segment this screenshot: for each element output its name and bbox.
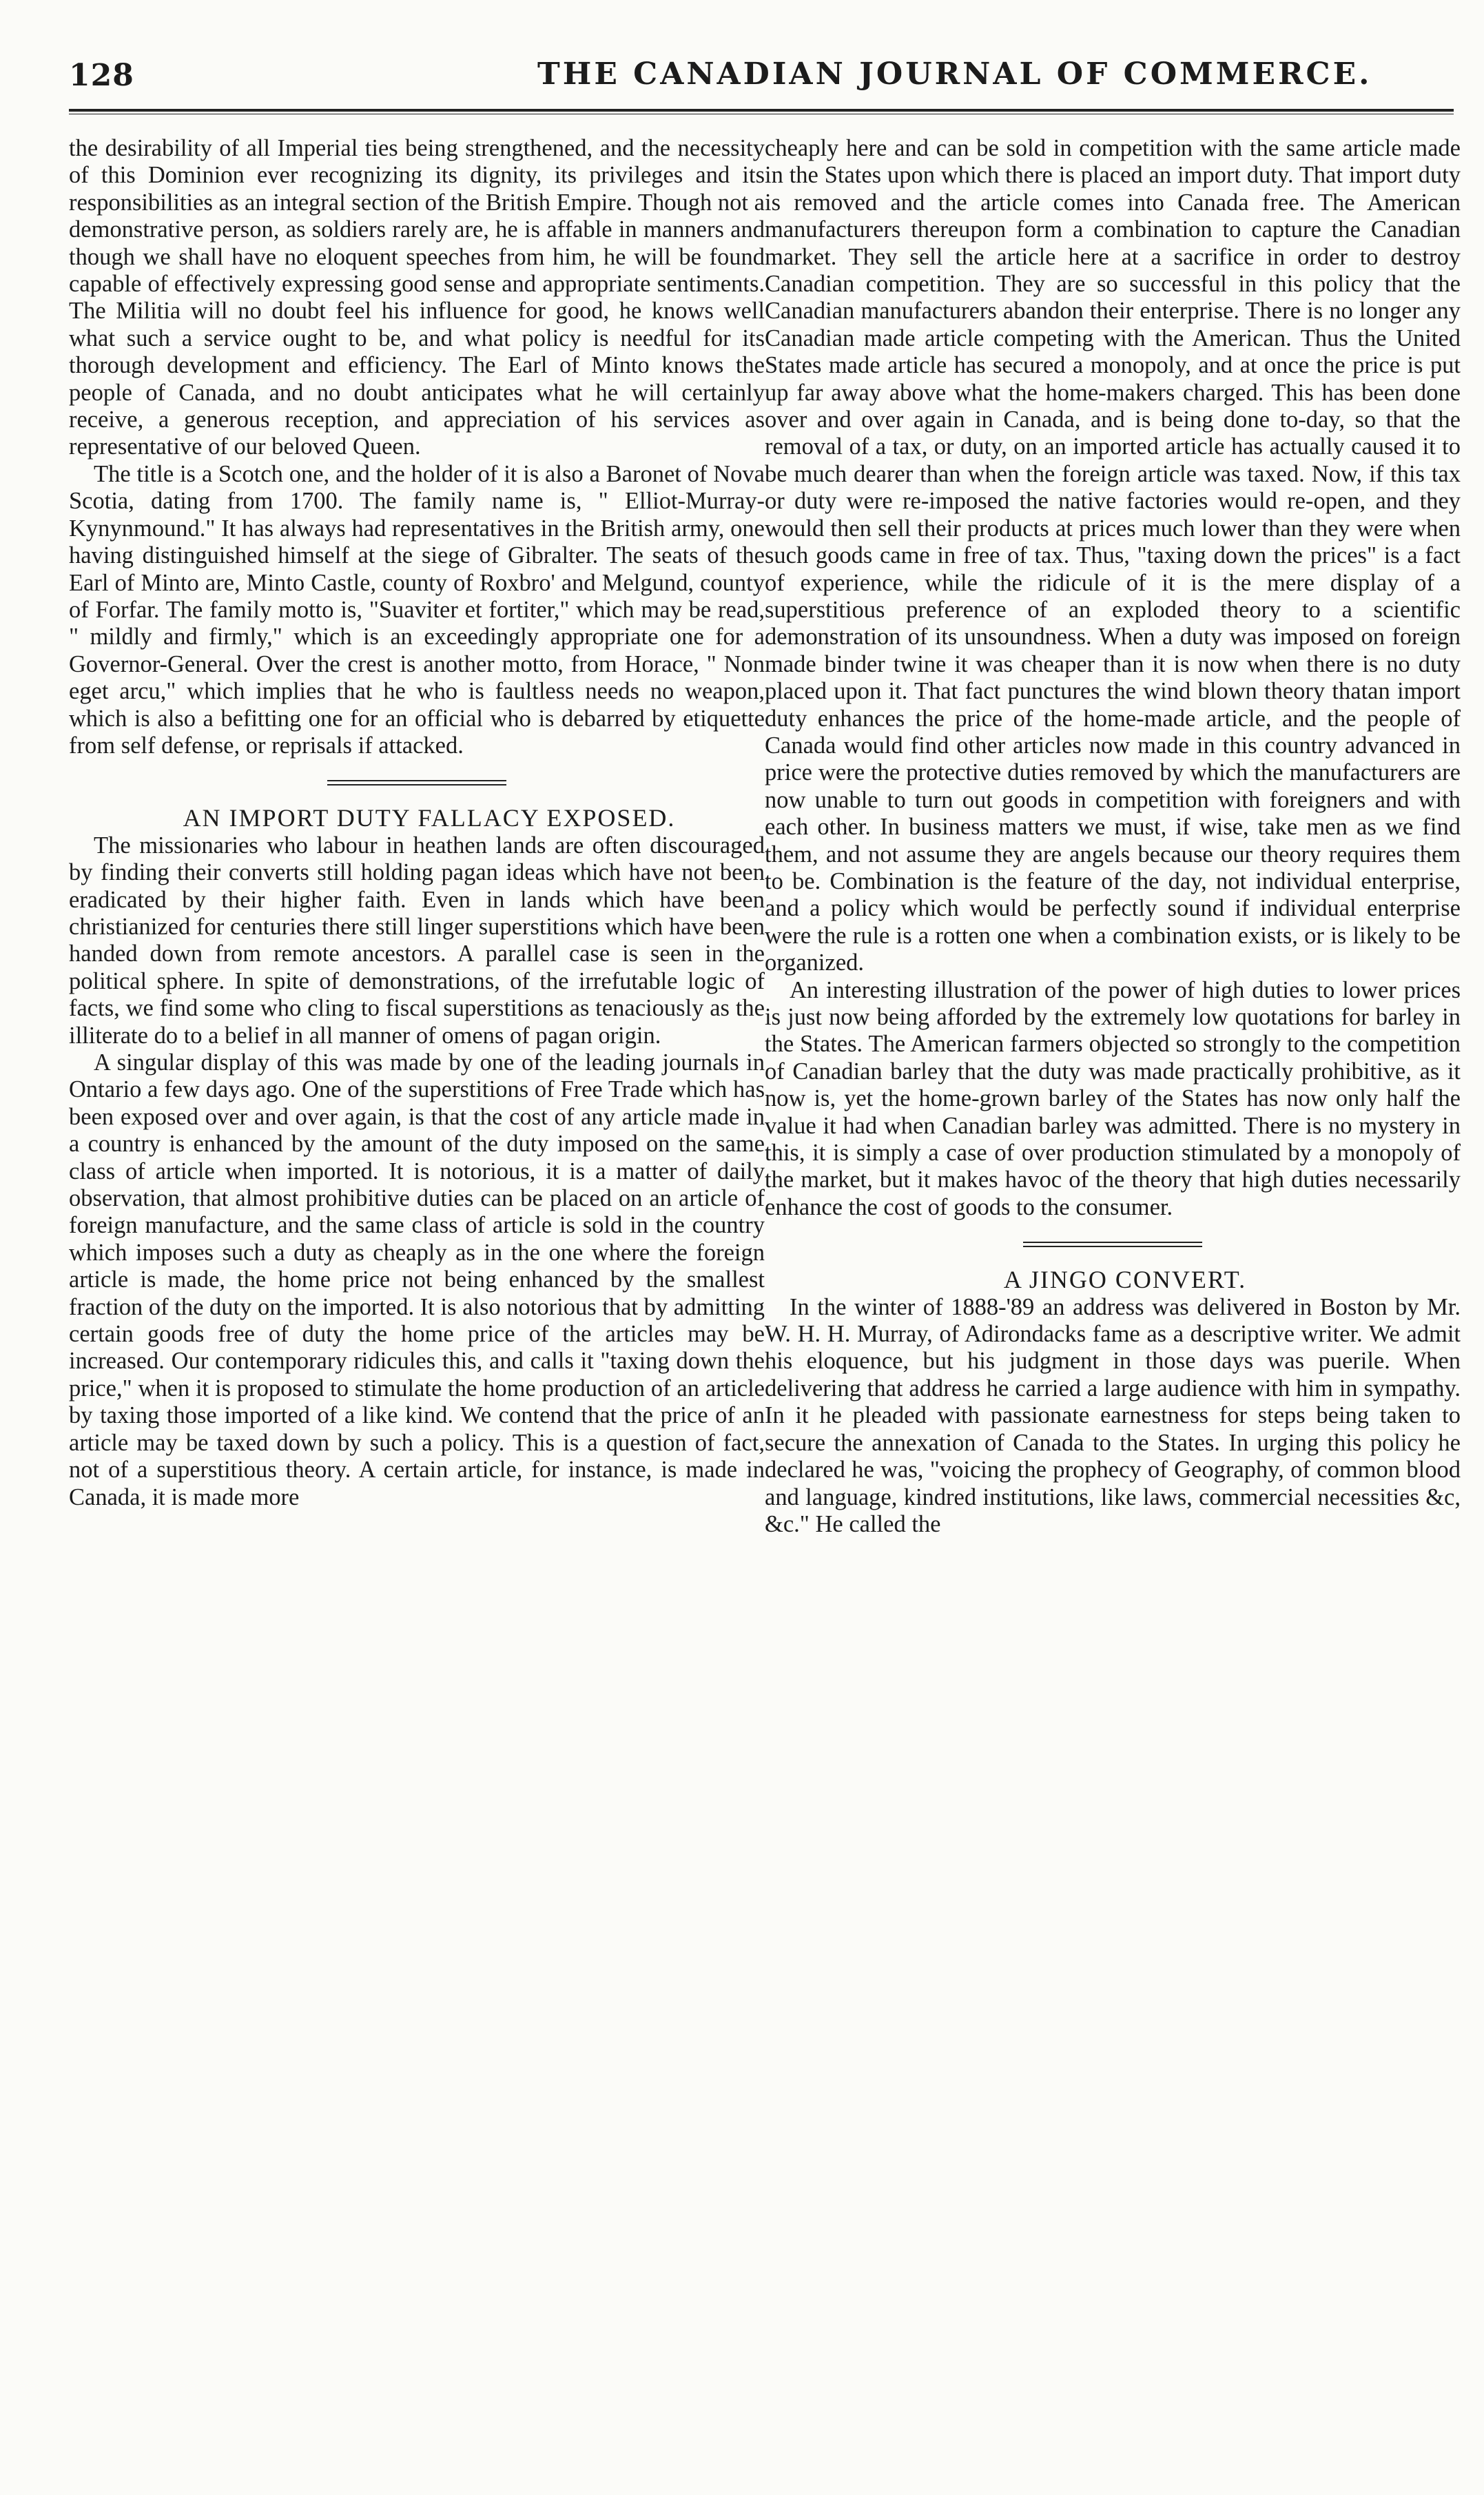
article-paragraph: The title is a Scotch one, and the holder of it is also a Baronet of Nova Scotia, dating from 1700. The family name is, " Elliot-Murray-Kynynmound." It has always had representatives in the British army, one having distinguished himself at the siege of Gibralter. The seats of the Earl of Minto are, Minto Castle, county of Roxbro' and Melgund, county of Forfar. The family motto is, "Suaviter et fortiter," which may be read, " mildly and firmly," which is an exceedingly appropriate one for a Governor-General. Over the crest is another motto, from Horace, " Non eget arcu," which implies that he who is faultless needs no weapon, which is also a befitting one for an official who is debarred by etiquette from self defense, or reprisals if attacked.	[69, 460, 765, 759]
article-paragraph: cheaply here and can be sold in competition with the same article made in the States upon which there is placed an import duty. That import duty is removed and the article comes into Canada free. The American manufacturers thereupon form a combination to capture the Canadian market. They sell the article here at a sacrifice in order to destroy Canadian competition. They are so successful in this policy that the Canadian manufacturers abandon their enterprise. There is no longer any Canadian made article competing with the American. Thus the United States made article has secured a monopoly, and at once the price is put up far away above what the home-makers charged. This has been done over and over again in Canada, and is being done to-day, so that the removal of a tax, or duty, on an imported article has actually caused it to be much dearer than when the foreign article was taxed. Now, if this tax or duty were re-imposed the native factories would re-open, and they would then sell their products at prices much lower than they were when such goods came in free of tax. Thus, "taxing down the prices" is a fact of experience, while the ridicule of it is the mere display of a superstitious preference of an exploded theory to a scientific demonstration of its unsoundness. When a duty was imposed on foreign made binder twine it was cheaper than it is now when there is no duty placed upon it. That fact punctures the wind blown theory thatan import duty enhances the price of the home-made article, and the people of Canada would find other articles now made in this country advanced in price were the protective duties removed by which the manufacturers are now unable to turn out goods in competition with foreigners and with each other. In business matters we must, if wise, take men as we find them, and not assume they are angels because our theory requires them to be. Combination is the feature of the day, not individual enterprise, and a policy which would be perfectly sound if individual enterprise were the rule is a rotten one when a combination exists, or is likely to be organized.	[765, 135, 1461, 976]
right-column	[765, 135, 1461, 2457]
section-title-jingo-convert: A JINGO CONVERT.	[1003, 1266, 1247, 1294]
page-number: 128	[69, 58, 134, 93]
article-paragraph: The missionaries who labour in heathen lands are often discouraged by finding their converts still holding pagan ideas which have not been eradicated by their higher faith. Even in lands which have been christianized for centuries there still linger superstitions which have been handed down from remote ancestors. A parallel case is seen in the political sphere. In spite of demonstrations, of the irrefutable logic of facts, we find some who cling to fiscal superstitions as tenaciously as the illiterate do to a belief in all manner of omens of pagan origin.	[69, 832, 765, 1049]
section-title-import-duty: AN IMPORT DUTY FALLACY EXPOSED.	[183, 804, 676, 832]
article-paragraph: In the winter of 1888-'89 an address was delivered in Boston by Mr. W. H. H. Murray, of Adirondacks fame as a descriptive writer. We admit his eloquence, but his judgment in those days was puerile. When delivering that address he carried a large audience with him in sympathy. In it he pleaded with passionate earnestness for steps being taken to secure the annexation of Canada to the States. In urging this policy he declared he was, "voicing the prophecy of Geography, of common blood and language, kindred institutions, like laws, commercial necessities &c, &c." He called the	[765, 1293, 1461, 1537]
article-paragraph: the desirability of all Imperial ties being strengthened, and the necessity of this Dominion ever recognizing its dignity, its privileges and its responsibilities as an integral section of the British Empire. Though not a demonstrative person, as soldiers rarely are, he is affable in manners and though we shall have no eloquent speeches from him, he will be found capable of effectively expressing good sense and appropriate sentiments. The Militia will no doubt feel his influence for good, he knows well what such a service ought to be, and what policy is needful for its thorough development and efficiency. The Earl of Minto knows the people of Canada, and no doubt anticipates what he will certainly receive, a generous reception, and appreciation of his services as representative of our beloved Queen.	[69, 135, 765, 460]
section-divider	[327, 780, 506, 786]
article-paragraph: A singular display of this was made by one of the leading journals in Ontario a few days ago. One of the superstitions of Free Trade which has been exposed over and over again, is that the cost of any article made in a country is enhanced by the amount of the duty imposed on the same class of article when imported. It is notorious, it is a matter of daily observation, that almost prohibitive duties can be placed on an article of foreign manufacture, and the same class of article is sold in the country which imposes such a duty as cheaply as in the one where the foreign article is made, the home price not being enhanced by the smallest fraction of the duty on the imported. It is also notorious that by admitting certain goods free of duty the home price of the articles may be increased. Our contemporary ridicules this, and calls it "taxing down the price," when it is proposed to stimulate the home production of an article by taxing those imported of a like kind. We contend that the price of an article may be taxed down by such a policy. This is a question of fact, not of a superstitious theory. A certain article, for instance, is made in Canada, it is made more	[69, 1049, 765, 1510]
section-divider	[1023, 1242, 1202, 1247]
page-header	[41, 48, 1447, 103]
journal-title: THE CANADIAN JOURNAL OF COMMERCE.	[537, 57, 1372, 92]
left-column	[69, 135, 765, 2457]
article-paragraph: An interesting illustration of the power of high duties to lower prices is just now being afforded by the extremely low quotations for barley in the States. The American farmers objected so strongly to the competition of Canadian barley that the duty was made practically prohibitive, as it now is, yet the home-grown barley of the States has now only half the value it had when Canadian barley was admitted. There is no mystery in this, it is simply a case of over production stimulated by a monopoly of the market, but it makes havoc of the theory that high duties necessarily enhance the cost of goods to the consumer.	[765, 976, 1461, 1220]
header-rule	[69, 109, 1454, 114]
